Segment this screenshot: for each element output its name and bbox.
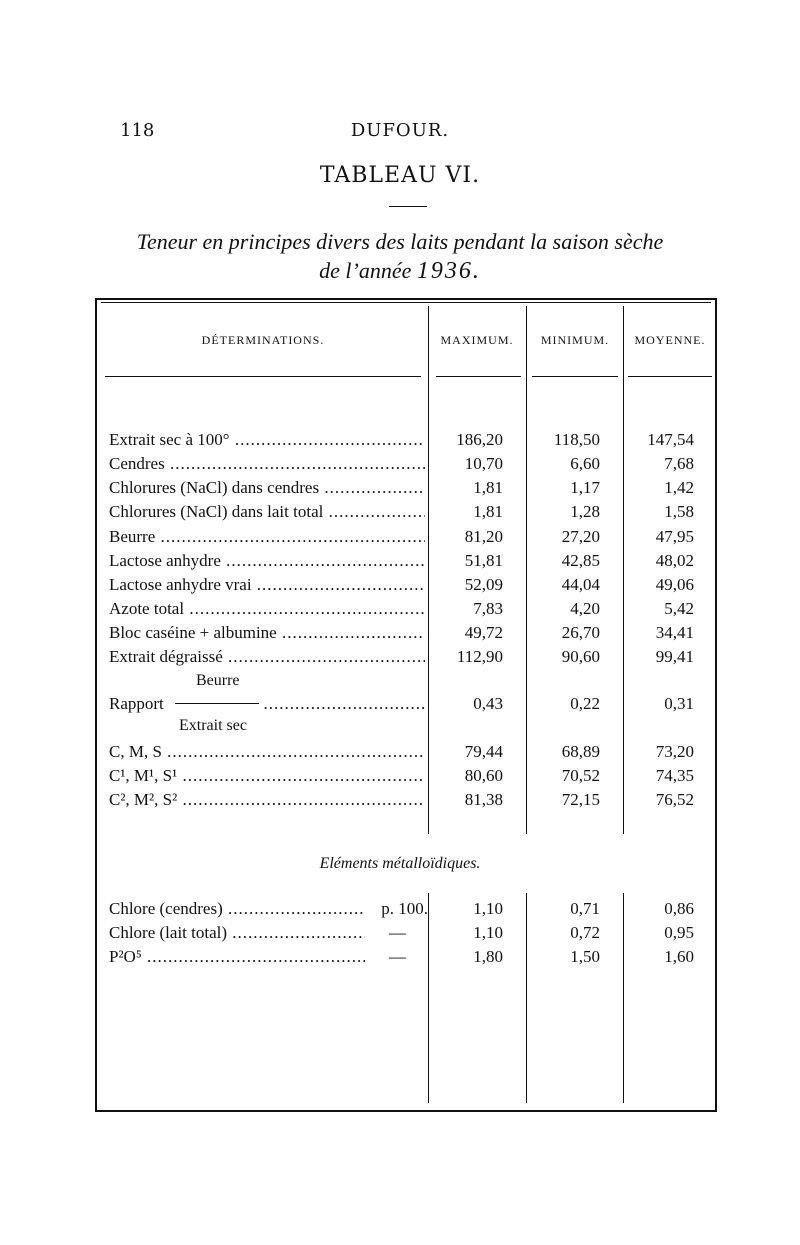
row-label: C, M, S ..... <box>109 740 425 764</box>
table-row <box>0 573 800 597</box>
row-label: C², M², S² ..... <box>109 788 425 812</box>
header-rule <box>105 376 421 377</box>
row-label: Extrait dégraissé ..... <box>109 645 425 669</box>
cell-minimum: 90,60 <box>561 647 600 666</box>
caption-prefix: de l’année <box>319 258 412 283</box>
cell-minimum: 44,04 <box>561 575 600 594</box>
cell-moyenne: 74,35 <box>655 766 694 785</box>
row-label: Bloc caséine + albumine ..... <box>109 621 425 645</box>
row-unit: p. 100. <box>368 897 428 921</box>
ratio-rule-cover <box>168 692 264 716</box>
cell-maximum: 49,72 <box>464 623 503 642</box>
cell-moyenne: 1,42 <box>664 478 694 497</box>
cell-minimum: 6,60 <box>570 454 600 473</box>
cell-maximum: 112,90 <box>456 647 503 666</box>
cell-minimum: 118,50 <box>553 430 600 449</box>
row-label: Extrait sec à 100° ..... <box>109 428 425 452</box>
header-minimum: MINIMUM. <box>540 333 610 347</box>
cell-maximum: 81,38 <box>464 790 503 809</box>
cell-minimum: 4,20 <box>570 599 600 618</box>
row-label: P²O⁵ ..... <box>109 945 365 969</box>
cell-maximum: 80,60 <box>464 766 503 785</box>
table-row <box>0 740 800 764</box>
cell-maximum: 1,10 <box>473 923 503 942</box>
cell-moyenne: 49,06 <box>655 575 694 594</box>
section-title: Eléments métalloïdiques. <box>319 855 481 872</box>
cell-maximum: 186,20 <box>456 430 503 449</box>
cell-minimum: 72,15 <box>561 790 600 809</box>
ratio-denominator: Extrait sec <box>179 717 247 734</box>
cell-moyenne: 34,41 <box>655 623 694 642</box>
page-number: 118 <box>120 120 155 141</box>
row-unit: — <box>372 921 406 945</box>
ratio-fraction-rule <box>175 703 259 704</box>
row-label: Lactose anhydre ..... <box>109 549 425 573</box>
header-determinations: DÉTERMINATIONS. <box>201 333 325 347</box>
cell-maximum: 52,09 <box>464 575 503 594</box>
cell-minimum: 68,89 <box>561 742 600 761</box>
cell-maximum: 51,81 <box>464 551 503 570</box>
cell-moyenne: 0,95 <box>664 923 694 942</box>
header-rule <box>532 376 618 377</box>
cell-moyenne: 0,31 <box>664 694 694 713</box>
cell-moyenne: 5,42 <box>664 599 694 618</box>
table-row <box>0 525 800 549</box>
cell-maximum: 7,83 <box>473 599 503 618</box>
table-row <box>0 692 800 716</box>
cell-minimum: 0,22 <box>570 694 600 713</box>
caption-line-1: Teneur en principes divers des laits pendant la saison sèche <box>136 229 664 254</box>
table-row <box>0 945 800 969</box>
table-row <box>0 897 800 921</box>
cell-moyenne: 1,60 <box>664 947 694 966</box>
caption-line-2 <box>0 258 800 285</box>
table-row <box>0 645 800 669</box>
cell-moyenne: 73,20 <box>655 742 694 761</box>
table-row <box>0 476 800 500</box>
header-maximum: MAXIMUM. <box>440 333 514 347</box>
cell-maximum: 81,20 <box>464 527 503 546</box>
table-row <box>0 788 800 812</box>
row-label: Azote total ..... <box>109 597 425 621</box>
cell-maximum: 1,81 <box>473 478 503 497</box>
cell-moyenne: 1,58 <box>664 502 694 521</box>
table-row <box>0 621 800 645</box>
cell-moyenne: 48,02 <box>655 551 694 570</box>
header-moyenne: MOYENNE. <box>634 333 706 347</box>
header-rule <box>436 376 521 377</box>
caption-year: 1936. <box>416 258 481 284</box>
row-label: Chlore (lait total) ..... <box>109 921 365 945</box>
cell-moyenne: 147,54 <box>647 430 694 449</box>
table-row <box>0 597 800 621</box>
row-label: Beurre ..... <box>109 525 425 549</box>
row-label: Chlore (cendres) ..... <box>109 897 365 921</box>
cell-moyenne: 0,86 <box>664 899 694 918</box>
cell-minimum: 27,20 <box>561 527 600 546</box>
cell-minimum: 1,50 <box>570 947 600 966</box>
table-row <box>0 500 800 524</box>
ratio-numerator: Beurre <box>196 672 240 689</box>
cell-maximum: 1,81 <box>473 502 503 521</box>
row-label: Chlorures (NaCl) dans cendres ..... <box>109 476 425 500</box>
row-unit: — <box>372 945 406 969</box>
cell-minimum: 0,71 <box>570 899 600 918</box>
cell-maximum: 0,43 <box>473 694 503 713</box>
row-label: Lactose anhydre vrai ..... <box>109 573 425 597</box>
cell-maximum: 10,70 <box>464 454 503 473</box>
row-label: Cendres ..... <box>109 452 425 476</box>
cell-moyenne: 76,52 <box>655 790 694 809</box>
running-head: DUFOUR. <box>350 120 450 141</box>
title-rule <box>389 206 427 207</box>
cell-minimum: 70,52 <box>561 766 600 785</box>
cell-minimum: 26,70 <box>561 623 600 642</box>
cell-moyenne: 7,68 <box>664 454 694 473</box>
row-label: Chlorures (NaCl) dans lait total ..... <box>109 500 425 524</box>
cell-moyenne: 99,41 <box>655 647 694 666</box>
row-label: Rapport ..... <box>109 692 425 716</box>
table-row <box>0 921 800 945</box>
cell-maximum: 1,80 <box>473 947 503 966</box>
table-title: TABLEAU VI. <box>319 163 481 188</box>
header-rule <box>628 376 712 377</box>
row-label: C¹, M¹, S¹ ..... <box>109 764 425 788</box>
table-row <box>0 549 800 573</box>
cell-maximum: 1,10 <box>473 899 503 918</box>
cell-minimum: 1,28 <box>570 502 600 521</box>
cell-minimum: 0,72 <box>570 923 600 942</box>
cell-minimum: 42,85 <box>561 551 600 570</box>
cell-maximum: 79,44 <box>464 742 503 761</box>
cell-moyenne: 47,95 <box>655 527 694 546</box>
cell-minimum: 1,17 <box>570 478 600 497</box>
table-row <box>0 428 800 452</box>
table-row <box>0 452 800 476</box>
table-row <box>0 764 800 788</box>
